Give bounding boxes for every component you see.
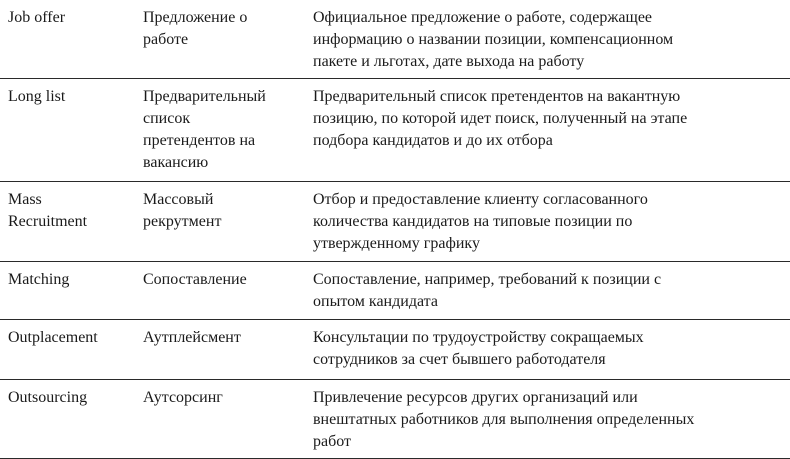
- term-text: Matching: [8, 271, 70, 288]
- definition-cell: [313, 86, 783, 152]
- definition-cell: [313, 7, 783, 73]
- definition-text: Официальное предложение о работе, содержащее: [313, 9, 653, 26]
- translation-text: претендентов на: [143, 132, 256, 149]
- term-cell: [8, 327, 130, 349]
- translation-text: Аутсорсинг: [143, 389, 223, 406]
- translation-text: Сопоставление: [143, 271, 247, 288]
- definition-text: внештатных работников для выполнения определенных: [313, 411, 695, 428]
- term-cell: [8, 189, 130, 233]
- table-row: [0, 320, 790, 380]
- definition-text: подбора кандидатов и до их отбора: [313, 132, 553, 149]
- definition-text: Предварительный список претендентов на вакантную: [313, 88, 681, 105]
- term-cell: [8, 387, 130, 409]
- translation-cell: [143, 86, 303, 174]
- definition-cell: [313, 327, 783, 371]
- definition-text: опытом кандидата: [313, 293, 438, 310]
- term-text: Outsourcing: [8, 389, 88, 406]
- definition-text: Консультации по трудоустройству сокращаемых: [313, 329, 644, 346]
- term-text: Job offer: [8, 9, 66, 26]
- translation-text: рекрутмент: [143, 213, 222, 230]
- term-text: Long list: [8, 88, 66, 105]
- definition-text: Сопоставление, например, требований к позиции с: [313, 271, 662, 288]
- translation-cell: [143, 189, 303, 233]
- table-row: [0, 262, 790, 320]
- definition-text: работ: [313, 433, 352, 450]
- definition-text: информацию о названии позиции, компенсационном: [313, 31, 674, 48]
- definition-text: количества кандидатов на типовые позиции по: [313, 213, 633, 230]
- definition-cell: [313, 189, 783, 255]
- translation-text: Предложение о: [143, 9, 248, 26]
- translation-cell: [143, 269, 303, 291]
- translation-cell: [143, 327, 303, 349]
- table-row: [0, 380, 790, 459]
- definition-text: Отбор и предоставление клиенту согласованного: [313, 191, 648, 208]
- translation-text: список: [143, 110, 191, 127]
- definition-cell: [313, 269, 783, 313]
- definition-text: пакете и льготах, дате выхода на работу: [313, 53, 585, 70]
- table-row: [0, 182, 790, 262]
- translation-text: Предварительный: [143, 88, 266, 105]
- term-text: Outplacement: [8, 329, 98, 346]
- translation-cell: [143, 387, 303, 409]
- translation-text: работе: [143, 31, 189, 48]
- definition-text: сотрудников за счет бывшего работодателя: [313, 351, 606, 368]
- definition-cell: [313, 387, 783, 453]
- translation-text: Массовый: [143, 191, 214, 208]
- definition-text: Привлечение ресурсов других организаций или: [313, 389, 638, 406]
- term-text: Mass: [8, 191, 42, 208]
- term-cell: [8, 7, 130, 29]
- term-cell: [8, 86, 130, 108]
- table-row: [0, 79, 790, 182]
- definition-text: позицию, по которой идет поиск, полученный на этапе: [313, 110, 688, 127]
- term-text: Recruitment: [8, 213, 88, 230]
- definition-text: утвержденному графику: [313, 235, 480, 252]
- translation-text: вакансию: [143, 154, 209, 171]
- translation-cell: [143, 7, 303, 51]
- term-cell: [8, 269, 130, 291]
- table-row: [0, 0, 790, 79]
- translation-text: Аутплейсмент: [143, 329, 241, 346]
